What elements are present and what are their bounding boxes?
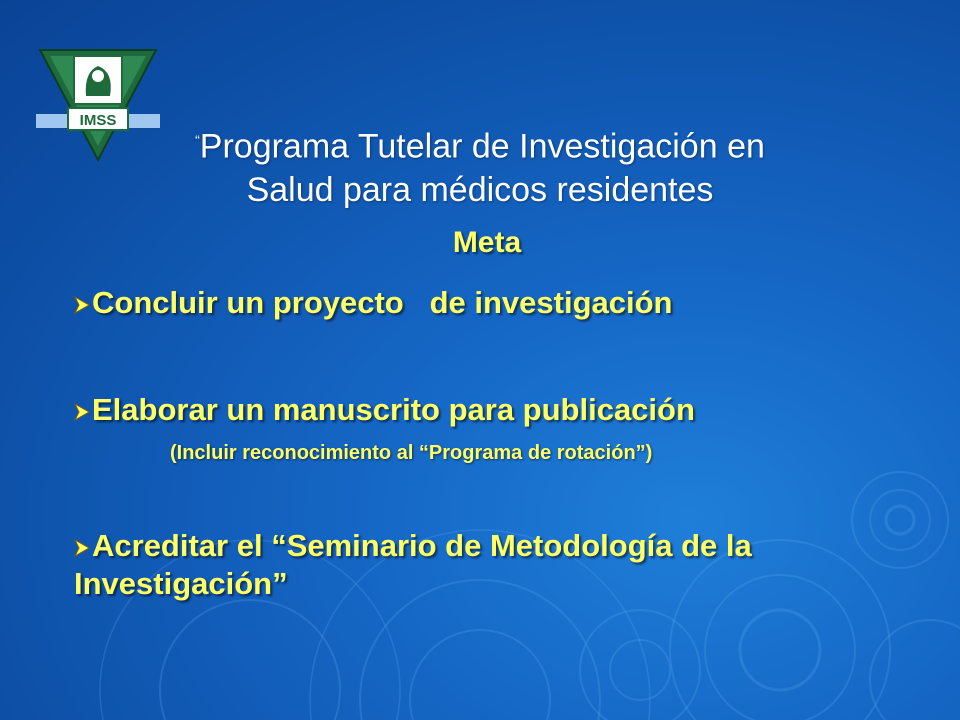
bullet-text-3: Acreditar el “Seminario de Metodología de la Investigación”	[74, 528, 752, 601]
bullet-text-1: Concluir un proyecto de investigación	[92, 285, 673, 320]
bullet-item-2	[74, 391, 924, 429]
bullet-2-note: (Incluir reconocimiento al “Programa de rotación”)	[170, 442, 653, 464]
arrow-bullet-icon	[74, 403, 90, 421]
slide-subtitle: Meta	[452, 226, 522, 259]
slide-title	[100, 118, 860, 212]
title-line-1: Programa Tutelar de Investigación en	[199, 127, 765, 166]
arrow-bullet-icon	[74, 539, 90, 557]
logo-text: IMSS	[79, 112, 117, 129]
title-quote: “	[195, 132, 200, 148]
arrow-bullet-icon	[74, 296, 90, 314]
bullet-item-1	[74, 284, 924, 322]
bullet-text-2: Elaborar un manuscrito para publicación	[92, 392, 695, 427]
bullet-item-3	[74, 527, 924, 603]
title-line-2: Salud para médicos residentes	[246, 171, 714, 210]
